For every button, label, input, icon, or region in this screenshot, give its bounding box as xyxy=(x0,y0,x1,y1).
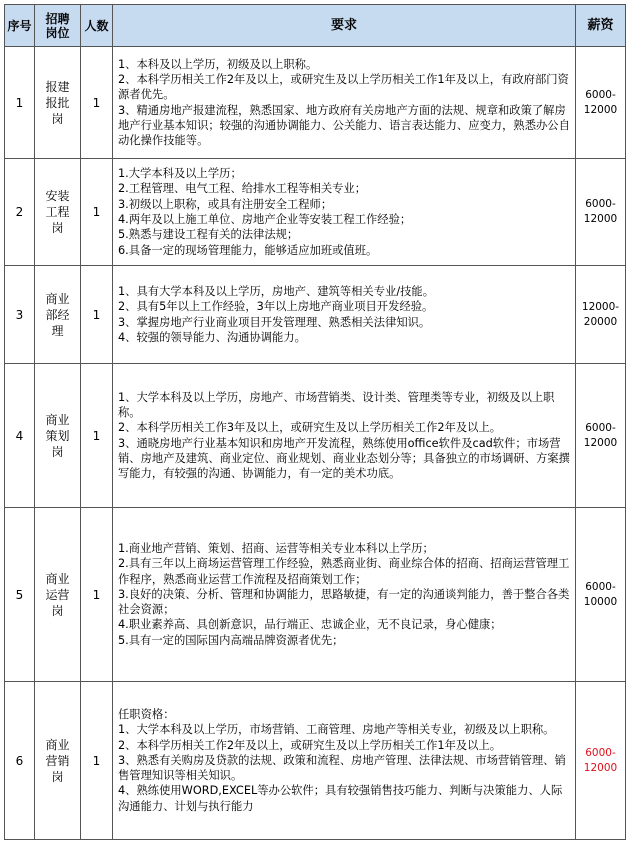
requirement-line: 1、本科及以上学历，初级及以上职称。 xyxy=(118,57,318,71)
row-requirements xyxy=(113,47,576,159)
row-count: 1 xyxy=(81,364,113,508)
requirement-line: 1.大学本科及以上学历； xyxy=(118,167,242,181)
recruitment-table xyxy=(4,4,626,840)
requirement-line: 1、大学本科及以上学历，房地产、市场营销类、设计类、管理类等专业，初级及以上职称。 xyxy=(118,390,555,419)
requirement-line: 4.职业素养高、具创新意识，品行端正、忠诚企业，无不良记录，身心健康； xyxy=(118,618,502,632)
requirement-line: 3、精通房地产报建流程，熟悉国家、地方政府有关房地产方面的法规、规章和政策了解房地产行业基本知识；较强的沟通协调能力、公关能力、语言表达能力、应变力，熟悉办公自动化操作技能等。 xyxy=(118,103,570,148)
header-requirements: 要求 xyxy=(113,5,576,47)
row-salary: 12000-20000 xyxy=(576,266,626,364)
table-row xyxy=(5,266,626,364)
table-row xyxy=(5,47,626,159)
requirement-line: 5.熟悉与建设工程有关的法律法规； xyxy=(118,228,299,242)
row-position: 商业策划岗 xyxy=(35,364,81,508)
row-salary: 6000-12000 xyxy=(576,364,626,508)
row-requirements xyxy=(113,266,576,364)
table-row xyxy=(5,159,626,266)
requirement-line: 3、掌握房地产行业商业项目开发管理理、熟悉相关法律知识。 xyxy=(118,315,431,329)
row-salary: 6000-12000 xyxy=(576,47,626,159)
requirement-line: 任职资格： xyxy=(118,707,175,721)
requirement-line: 5.具有一定的国际国内高端品牌资源者优先； xyxy=(118,633,344,647)
row-salary: 6000-12000 xyxy=(576,159,626,266)
requirement-line: 4.两年及以上施工单位、房地产企业等安装工程工作经验； xyxy=(118,213,412,226)
row-count: 1 xyxy=(81,159,113,266)
row-seq: 3 xyxy=(5,266,35,364)
row-position: 安装工程岗 xyxy=(35,159,81,266)
requirement-line: 4、熟练使用WORD,EXCEL等办公软件；具有较强销售技巧能力、判断与决策能力、人际沟通能力、计划与执行能力 xyxy=(118,784,563,813)
requirement-line: 2.具有三年以上商场运营管理工作经验，熟悉商业街、商业综合体的招商、招商运营管理工作程序，熟悉商业运营工作流程及招商策划工作； xyxy=(118,557,570,586)
requirement-line: 2、本科学历相关工作2年及以上，或研究生及以上学历相关工作1年及以上，有政府部门资源者优先。 xyxy=(118,72,569,102)
requirement-line: 3、通晓房地产行业基本知识和房地产开发流程，熟练使用office软件及cad软件；市场营销、房地产及建筑、商业定位、商业规划、商业业态划分等；具备独立的市场调研、方案撰写能力，有较强的沟通、协调能力，有一定的美术功底。 xyxy=(118,436,570,481)
table-row xyxy=(5,682,626,840)
table-row xyxy=(5,364,626,508)
requirement-line: 2.工程管理、电气工程、给排水工程等相关专业； xyxy=(118,182,367,196)
recruitment-table-container xyxy=(4,4,625,840)
row-count: 1 xyxy=(81,47,113,159)
row-salary: 6000-10000 xyxy=(576,508,626,682)
requirement-line: 6.具备一定的现场管理能力，能够适应加班或值班。 xyxy=(118,243,378,257)
row-requirements xyxy=(113,364,576,508)
requirement-line: 2、本科学历相关工作2年及以上，或研究生及以上学历相关工作1年及以上。 xyxy=(118,738,502,752)
row-seq: 6 xyxy=(5,682,35,840)
header-count: 人数 xyxy=(81,5,113,47)
row-position: 商业运营岗 xyxy=(35,508,81,682)
requirement-line: 4、较强的领导能力、沟通协调能力。 xyxy=(118,330,306,344)
table-header-row xyxy=(5,5,626,47)
row-seq: 4 xyxy=(5,364,35,508)
header-seq: 序号 xyxy=(5,5,35,47)
requirement-line: 3.初级以上职称，或具有注册安全工程师； xyxy=(118,197,333,211)
header-position: 招聘岗位 xyxy=(35,5,81,47)
row-requirements xyxy=(113,159,576,266)
requirement-line: 1、具有大学本科及以上学历，房地产、建筑等相关专业/技能。 xyxy=(118,284,435,298)
row-salary: 6000-12000 xyxy=(576,682,626,840)
row-position: 商业部经理 xyxy=(35,266,81,364)
requirement-line: 1、大学本科及以上学历，市场营销、工商管理、房地产等相关专业，初级及以上职称。 xyxy=(118,723,555,737)
requirement-line: 3.良好的决策、分析、管理和协调能力，思路敏捷，有一定的沟通谈判能力，善于整合各类社会资源； xyxy=(118,587,570,617)
row-requirements xyxy=(113,682,576,840)
row-position: 商业营销岗 xyxy=(35,682,81,840)
requirement-line: 2、本科学历相关工作3年及以上，或研究生及以上学历相关工作2年及以上。 xyxy=(118,421,502,435)
requirement-line: 1.商业地产营销、策划、招商、运营等相关专业本科以上学历； xyxy=(118,541,434,555)
header-salary: 薪资 xyxy=(576,5,626,47)
requirement-line: 3、熟悉有关购房及贷款的法规、政策和流程、房地产管理、法律法规、市场营销管理、销售管理知识等相关知识。 xyxy=(118,753,566,783)
requirement-line: 2、具有5年以上工作经验，3年以上房地产商业项目开发经验。 xyxy=(118,300,434,314)
table-row xyxy=(5,508,626,682)
row-seq: 2 xyxy=(5,159,35,266)
row-seq: 5 xyxy=(5,508,35,682)
row-count: 1 xyxy=(81,682,113,840)
row-requirements xyxy=(113,508,576,682)
row-seq: 1 xyxy=(5,47,35,159)
row-count: 1 xyxy=(81,508,113,682)
row-position: 报建报批岗 xyxy=(35,47,81,159)
row-count: 1 xyxy=(81,266,113,364)
